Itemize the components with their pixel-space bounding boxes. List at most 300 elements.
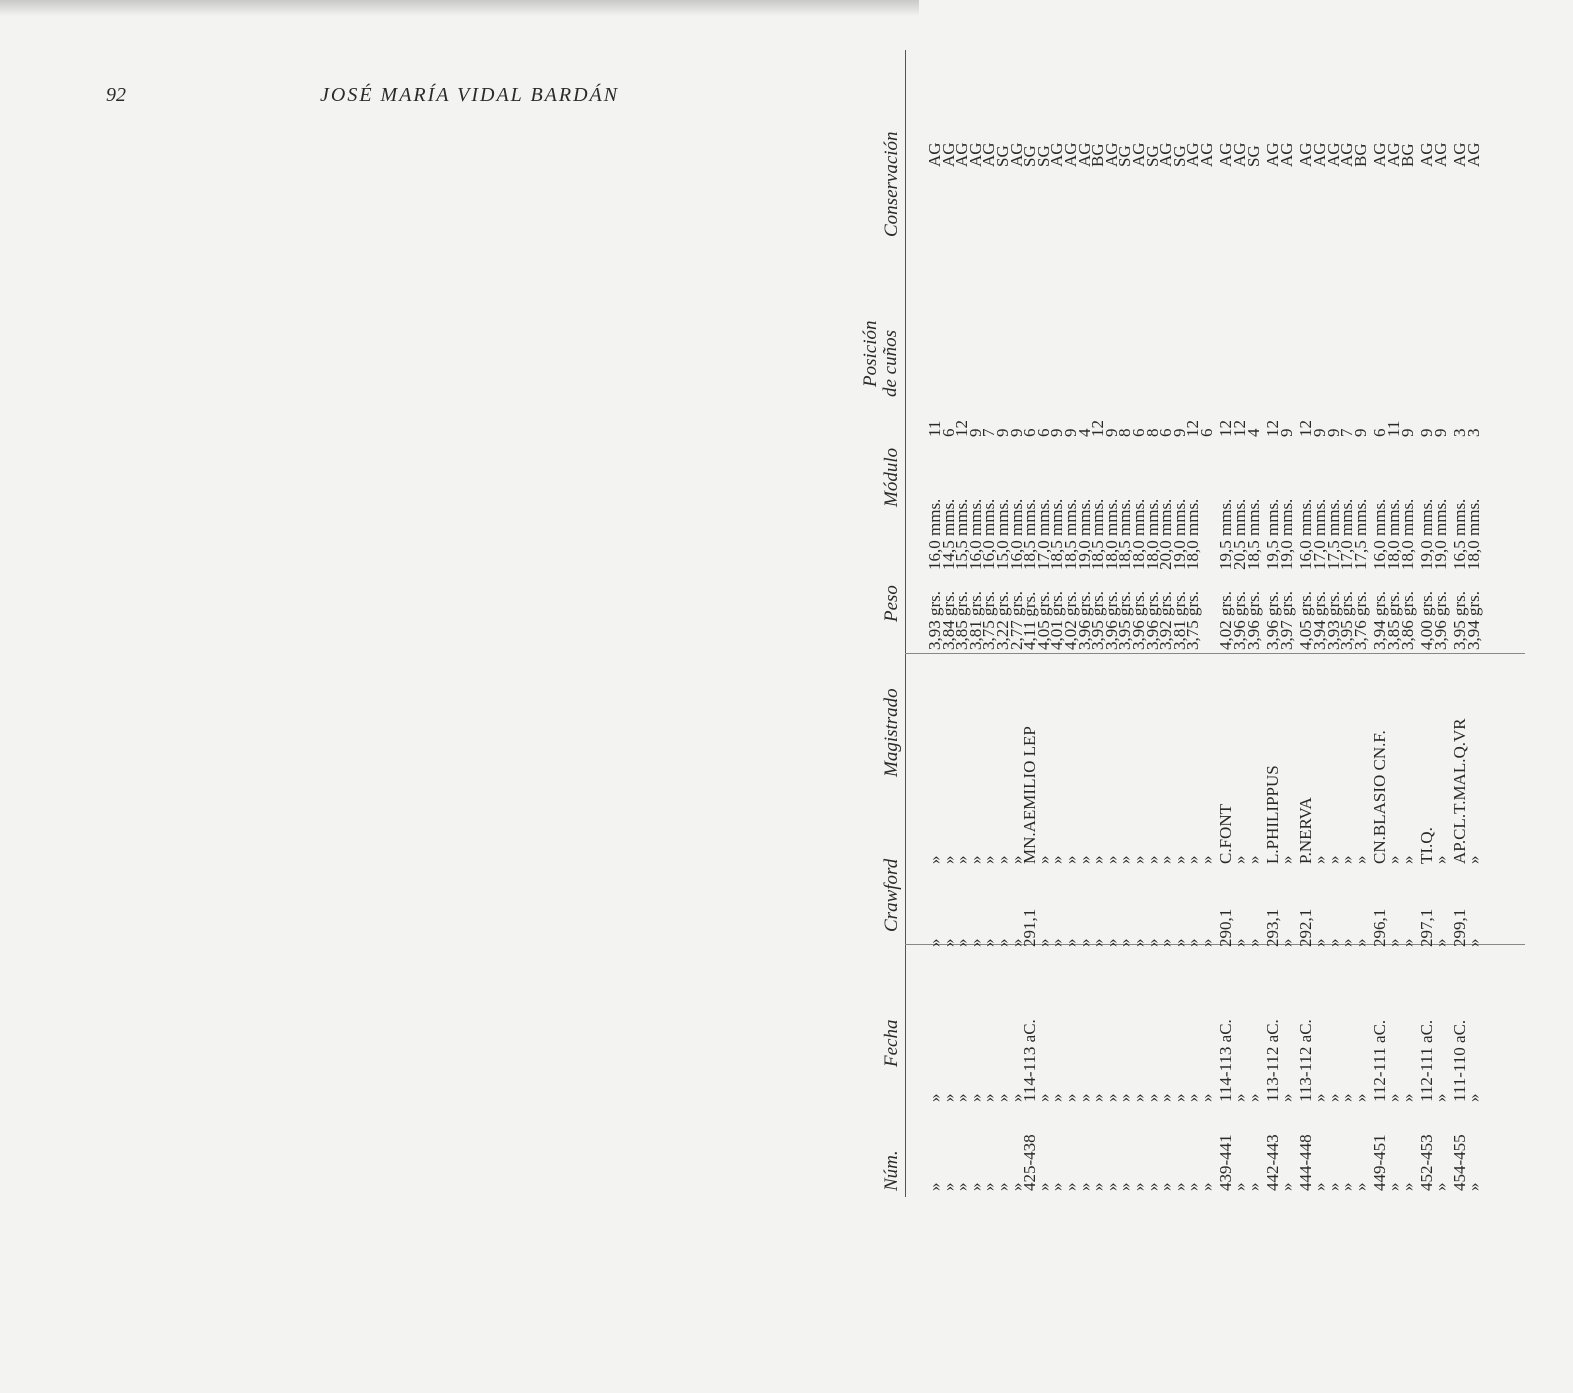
cell-magistrado: » <box>1397 855 1417 864</box>
cell-fecha: » <box>1115 1093 1135 1102</box>
scan-edge <box>0 0 919 16</box>
cell-modulo: 16,0 mms. <box>965 498 985 570</box>
cell-modulo: 18,5 mms. <box>1115 498 1135 570</box>
cell-crawford: » <box>1033 938 1053 947</box>
cell-modulo: 18,5 mms. <box>1088 498 1108 570</box>
cell-num: » <box>1310 1182 1330 1191</box>
cell-fecha: » <box>1350 1093 1370 1102</box>
cell-conservacion: BG <box>1397 143 1417 167</box>
cell-modulo: 16,0 mms. <box>1296 498 1316 570</box>
cell-peso: 3,93 grs. <box>1323 590 1343 650</box>
cell-fecha: » <box>1142 1093 1162 1102</box>
cell-crawford: » <box>1310 938 1330 947</box>
cell-num: » <box>1463 1182 1483 1191</box>
cell-conservacion: AG <box>925 142 944 167</box>
cell-fecha: » <box>965 1093 985 1102</box>
cell-num: » <box>1156 1182 1176 1191</box>
cell-magistrado: » <box>1323 855 1343 864</box>
cell-modulo: 16,5 mms. <box>1450 498 1470 570</box>
cell-peso: 2,77 grs. <box>1006 590 1026 650</box>
cell-crawford: 299,1 <box>1450 908 1470 947</box>
cell-num: » <box>938 1182 958 1191</box>
cell-magistrado: AP.CL.T.MAL.Q.VR <box>1450 718 1470 864</box>
cell-peso: 3,22 grs. <box>992 590 1012 650</box>
table-row <box>1243 50 1263 1197</box>
cell-fecha: » <box>1047 1093 1067 1102</box>
cell-conservacion: AG <box>1263 142 1283 167</box>
cell-conservacion: AG <box>1337 142 1357 167</box>
cell-peso: 3,96 grs. <box>1243 590 1263 650</box>
cell-conservacion: AG <box>1156 142 1176 167</box>
cell-peso: 3,75 grs. <box>979 590 999 650</box>
cell-posicion: 9 <box>1047 428 1067 437</box>
cell-num: » <box>979 1182 999 1191</box>
cell-modulo: 18,5 mms. <box>1060 498 1080 570</box>
cell-modulo: 16,0 mms. <box>1370 498 1390 570</box>
cell-posicion: 12 <box>1216 420 1236 437</box>
cell-conservacion: SG <box>1142 145 1162 167</box>
cell-magistrado: » <box>992 855 1012 864</box>
cell-num: » <box>1142 1182 1162 1191</box>
cell-fecha: » <box>1276 1093 1296 1102</box>
cell-num: 449-451 <box>1370 1134 1390 1191</box>
cell-conservacion: AG <box>1370 142 1390 167</box>
cell-conservacion: AG <box>1450 142 1470 167</box>
cell-crawford: » <box>1243 938 1263 947</box>
cell-peso: 3,95 grs. <box>1450 590 1470 650</box>
cell-peso: 3,93 grs. <box>925 590 944 650</box>
cell-peso: 4,02 grs. <box>1216 590 1236 650</box>
cell-modulo: 20,0 mms. <box>1156 498 1176 570</box>
cell-magistrado: » <box>1156 855 1176 864</box>
cell-posicion: 4 <box>1074 428 1094 437</box>
cell-modulo: 18,0 mms. <box>1101 498 1121 570</box>
cell-magistrado: P.NERVA <box>1296 797 1316 864</box>
cell-modulo: 19,0 mms. <box>1430 498 1450 570</box>
cell-peso: 3,96 grs. <box>1101 590 1121 650</box>
cell-conservacion: AG <box>952 142 972 167</box>
header-posicion-line2: de cuños <box>880 329 901 397</box>
cell-num: » <box>1183 1182 1203 1191</box>
cell-posicion: 6 <box>938 428 958 437</box>
cell-fecha: » <box>952 1093 972 1102</box>
cell-peso: 4,00 grs. <box>1417 590 1437 650</box>
cell-magistrado: » <box>1243 855 1263 864</box>
cell-num: » <box>1430 1182 1450 1191</box>
cell-num: 452-453 <box>1417 1134 1437 1191</box>
cell-modulo: 18,0 mms. <box>1384 498 1403 570</box>
cell-crawford: » <box>1337 938 1357 947</box>
cell-num: » <box>1115 1182 1135 1191</box>
cell-modulo: 18,5 mms. <box>1020 498 1040 570</box>
cell-crawford: » <box>1323 938 1343 947</box>
cell-posicion: 6 <box>1370 428 1390 437</box>
cell-modulo: 14,5 mms. <box>938 498 958 570</box>
cell-magistrado: » <box>938 855 958 864</box>
coin-table <box>843 50 1573 1197</box>
cell-posicion: 9 <box>1350 428 1370 437</box>
cell-magistrado: » <box>1350 855 1370 864</box>
cell-num: » <box>1243 1182 1263 1191</box>
cell-posicion: 6 <box>1020 428 1040 437</box>
cell-peso: 3,96 grs. <box>1074 590 1094 650</box>
cell-conservacion: BG <box>1088 143 1108 167</box>
cell-conservacion: AG <box>1006 142 1026 167</box>
cell-posicion: 6 <box>1128 428 1148 437</box>
cell-conservacion: AG <box>1101 142 1121 167</box>
cell-magistrado: » <box>1276 855 1296 864</box>
cell-modulo: 19,0 mms. <box>1169 498 1189 570</box>
cell-conservacion: SG <box>1033 145 1053 167</box>
cell-magistrado: » <box>1033 855 1053 864</box>
cell-modulo: 17,0 mms. <box>1310 498 1330 570</box>
table-header <box>843 50 905 1197</box>
cell-magistrado: » <box>1128 855 1148 864</box>
header-num: Núm. <box>881 1150 902 1191</box>
cell-num: » <box>1397 1182 1417 1191</box>
cell-crawford: » <box>1006 938 1026 947</box>
cell-fecha: » <box>1323 1093 1343 1102</box>
cell-crawford: » <box>965 938 985 947</box>
cell-crawford: 292,1 <box>1296 908 1316 947</box>
cell-fecha: 114-113 aC. <box>1216 1019 1236 1102</box>
cell-fecha: » <box>1397 1093 1417 1102</box>
cell-fecha: » <box>979 1093 999 1102</box>
cell-fecha: » <box>1074 1093 1094 1102</box>
cell-conservacion: AG <box>1384 142 1403 167</box>
cell-posicion: 9 <box>1101 428 1121 437</box>
cell-modulo: 15,5 mms. <box>952 498 972 570</box>
cell-posicion: 9 <box>1323 428 1343 437</box>
header-rule <box>905 50 906 1197</box>
cell-crawford: » <box>1047 938 1067 947</box>
cell-num: » <box>992 1182 1012 1191</box>
cell-posicion: 12 <box>1296 420 1316 437</box>
cell-fecha: » <box>1060 1093 1080 1102</box>
cell-fecha: » <box>1128 1093 1148 1102</box>
cell-fecha: » <box>1310 1093 1330 1102</box>
table-row <box>1463 50 1483 1197</box>
cell-magistrado: » <box>1337 855 1357 864</box>
cell-modulo: 20,5 mms. <box>1230 498 1250 570</box>
cell-posicion: 7 <box>1337 428 1357 437</box>
cell-magistrado: » <box>1088 855 1108 864</box>
cell-posicion: 6 <box>1033 428 1053 437</box>
cell-fecha: » <box>1384 1093 1403 1102</box>
cell-num: » <box>1169 1182 1189 1191</box>
cell-posicion: 11 <box>1384 420 1403 437</box>
cell-conservacion: AG <box>1310 142 1330 167</box>
cell-crawford: » <box>1074 938 1094 947</box>
cell-posicion: 3 <box>1463 428 1483 437</box>
cell-magistrado: » <box>1183 855 1203 864</box>
header-conservacion: Conservación <box>881 131 902 237</box>
cell-posicion: 12 <box>1230 420 1250 437</box>
cell-fecha: » <box>1243 1093 1263 1102</box>
cell-peso: 3,96 grs. <box>1142 590 1162 650</box>
cell-conservacion: AG <box>1417 142 1437 167</box>
header-modulo: Módulo <box>881 447 902 507</box>
cell-crawford: » <box>1350 938 1370 947</box>
cell-posicion: 6 <box>1156 428 1176 437</box>
table-row <box>1397 50 1417 1197</box>
table-row <box>1183 50 1203 1197</box>
cell-num: » <box>1060 1182 1080 1191</box>
table-row <box>1196 50 1216 1197</box>
cell-num: » <box>1101 1182 1121 1191</box>
cell-num: » <box>925 1182 944 1191</box>
cell-peso: 3,94 grs. <box>1310 590 1330 650</box>
cell-modulo: 18,0 mms. <box>1397 498 1417 570</box>
cell-fecha: » <box>1169 1093 1189 1102</box>
cell-crawford: » <box>1276 938 1296 947</box>
cell-num: 425-438 <box>1020 1134 1040 1191</box>
cell-conservacion: AG <box>1296 142 1316 167</box>
cell-peso: 3,81 grs. <box>965 590 985 650</box>
cell-magistrado: » <box>1047 855 1067 864</box>
cell-crawford: » <box>1156 938 1176 947</box>
cell-magistrado: » <box>1006 855 1026 864</box>
cell-conservacion: AG <box>1276 142 1296 167</box>
cell-conservacion: SG <box>1169 145 1189 167</box>
cell-peso: 4,11 grs. <box>1020 591 1040 650</box>
cell-posicion: 9 <box>965 428 985 437</box>
cell-modulo: 18,5 mms. <box>1243 498 1263 570</box>
cell-crawford: » <box>1230 938 1250 947</box>
cell-posicion: 12 <box>1183 420 1203 437</box>
cell-magistrado: » <box>965 855 985 864</box>
cell-crawford: » <box>1397 938 1417 947</box>
cell-magistrado: MN.AEMILIO LEP <box>1020 726 1040 864</box>
cell-peso: 3,95 grs. <box>1337 590 1357 650</box>
cell-crawford: 293,1 <box>1263 908 1283 947</box>
cell-fecha: » <box>1230 1093 1250 1102</box>
cell-conservacion: AG <box>1230 142 1250 167</box>
cell-num: » <box>1128 1182 1148 1191</box>
cell-num: » <box>1230 1182 1250 1191</box>
cell-peso: 3,95 grs. <box>1088 590 1108 650</box>
cell-magistrado: » <box>1115 855 1135 864</box>
cell-peso: 3,86 grs. <box>1397 590 1417 650</box>
cell-magistrado: » <box>1074 855 1094 864</box>
cell-fecha: » <box>1463 1093 1483 1102</box>
cell-magistrado: » <box>1430 855 1450 864</box>
cell-num: » <box>1047 1182 1067 1191</box>
header-crawford: Crawford <box>881 858 902 932</box>
cell-fecha: » <box>925 1093 944 1102</box>
cell-conservacion: AG <box>938 142 958 167</box>
cell-magistrado: CN.BLASIO CN.F. <box>1370 730 1390 864</box>
cell-num: 439-441 <box>1216 1134 1236 1191</box>
cell-conservacion: AG <box>1047 142 1067 167</box>
cell-magistrado: L.PHILIPPUS <box>1263 765 1283 864</box>
cell-peso: 4,05 grs. <box>1033 590 1053 650</box>
cell-num: » <box>1006 1182 1026 1191</box>
cell-peso: 3,96 grs. <box>1128 590 1148 650</box>
cell-conservacion: AG <box>965 142 985 167</box>
cell-peso: 3,96 grs. <box>1430 590 1450 650</box>
cell-num: » <box>1323 1182 1343 1191</box>
cell-fecha: 112-111 aC. <box>1417 1019 1437 1102</box>
cell-crawford: » <box>1463 938 1483 947</box>
cell-modulo: 17,5 mms. <box>1350 498 1370 570</box>
cell-posicion: 7 <box>979 428 999 437</box>
cell-crawford: 296,1 <box>1370 908 1390 947</box>
cell-posicion: 12 <box>952 420 972 437</box>
table-row <box>1430 50 1450 1197</box>
cell-num: » <box>1088 1182 1108 1191</box>
cell-conservacion: SG <box>1243 145 1263 167</box>
cell-conservacion: AG <box>979 142 999 167</box>
cell-fecha: 114-113 aC. <box>1020 1019 1040 1102</box>
cell-num: » <box>952 1182 972 1191</box>
cell-crawford: » <box>938 938 958 947</box>
cell-magistrado: » <box>1169 855 1189 864</box>
cell-posicion: 8 <box>1115 428 1135 437</box>
cell-modulo: 17,0 mms. <box>1033 498 1053 570</box>
cell-peso: 3,75 grs. <box>1183 590 1203 650</box>
cell-magistrado: » <box>979 855 999 864</box>
cell-conservacion: AG <box>1323 142 1343 167</box>
cell-crawford: » <box>1196 938 1216 947</box>
header-magistrado: Magistrado <box>881 688 902 777</box>
cell-posicion: 9 <box>1310 428 1330 437</box>
cell-fecha: » <box>1033 1093 1053 1102</box>
cell-crawford: » <box>1142 938 1162 947</box>
cell-num: » <box>965 1182 985 1191</box>
cell-fecha: » <box>1430 1093 1450 1102</box>
cell-crawford: » <box>1384 938 1403 947</box>
cell-posicion: 4 <box>1243 428 1263 437</box>
cell-modulo: 16,0 mms. <box>925 498 944 570</box>
cell-peso: 3,96 grs. <box>1230 590 1250 650</box>
cell-conservacion: AG <box>1128 142 1148 167</box>
cell-num: » <box>1196 1182 1216 1191</box>
cell-num: » <box>1337 1182 1357 1191</box>
cell-fecha: » <box>1337 1093 1357 1102</box>
cell-conservacion: AG <box>1074 142 1094 167</box>
cell-posicion: 3 <box>1450 428 1470 437</box>
cell-peso: 3,92 grs. <box>1156 590 1176 650</box>
cell-modulo: 19,5 mms. <box>1263 498 1283 570</box>
cell-peso: 3,95 grs. <box>1115 590 1135 650</box>
cell-crawford: » <box>1183 938 1203 947</box>
cell-conservacion: SG <box>1020 145 1040 167</box>
cell-fecha: » <box>992 1093 1012 1102</box>
cell-peso: 3,94 grs. <box>1463 590 1483 650</box>
cell-posicion: 9 <box>1169 428 1189 437</box>
cell-posicion: 9 <box>1276 428 1296 437</box>
cell-modulo: 18,5 mms. <box>1047 498 1067 570</box>
cell-fecha: » <box>1006 1093 1026 1102</box>
cell-fecha: 111-110 aC. <box>1450 1019 1470 1102</box>
table-body <box>925 50 1483 1197</box>
cell-peso: 3,85 grs. <box>952 590 972 650</box>
cell-num: » <box>1350 1182 1370 1191</box>
cell-modulo: 16,0 mms. <box>979 498 999 570</box>
cell-fecha: » <box>1196 1093 1216 1102</box>
cell-magistrado: » <box>925 855 944 864</box>
cell-num: » <box>1384 1182 1403 1191</box>
cell-modulo: 19,0 mms. <box>1074 498 1094 570</box>
cell-fecha: » <box>1101 1093 1121 1102</box>
cell-num: 454-455 <box>1450 1134 1470 1191</box>
cell-modulo: 18,0 mms. <box>1183 498 1203 570</box>
cell-num: » <box>1276 1182 1296 1191</box>
header-fecha: Fecha <box>881 1019 902 1067</box>
cell-magistrado: » <box>1142 855 1162 864</box>
cell-magistrado: » <box>1384 855 1403 864</box>
cell-peso: 3,84 grs. <box>938 590 958 650</box>
cell-modulo: 18,0 mms. <box>1463 498 1483 570</box>
cell-num: » <box>1074 1182 1094 1191</box>
cell-crawford: 291,1 <box>1020 908 1040 947</box>
cell-num: » <box>1033 1182 1053 1191</box>
cell-modulo: 19,0 mms. <box>1417 498 1437 570</box>
cell-fecha: » <box>938 1093 958 1102</box>
cell-posicion: 9 <box>1060 428 1080 437</box>
cell-magistrado: » <box>1310 855 1330 864</box>
cell-peso: 4,02 grs. <box>1060 590 1080 650</box>
cell-posicion: 9 <box>1430 428 1450 437</box>
cell-modulo: 17,0 mms. <box>1337 498 1357 570</box>
cell-conservacion: AG <box>1060 142 1080 167</box>
cell-crawford: » <box>925 938 944 947</box>
page-number: 92 <box>106 84 126 106</box>
cell-magistrado: » <box>1230 855 1250 864</box>
cell-crawford: » <box>1128 938 1148 947</box>
cell-peso: 3,81 grs. <box>1169 590 1189 650</box>
cell-posicion: 8 <box>1142 428 1162 437</box>
header-posicion-line1: Posición <box>860 320 881 387</box>
cell-conservacion: BG <box>1350 143 1370 167</box>
cell-peso: 3,76 grs. <box>1350 590 1370 650</box>
cell-conservacion: AG <box>1183 142 1203 167</box>
cell-modulo: 19,5 mms. <box>1216 498 1236 570</box>
cell-fecha: » <box>1088 1093 1108 1102</box>
header-posicion <box>861 321 901 398</box>
cell-crawford: » <box>992 938 1012 947</box>
cell-magistrado: » <box>1196 855 1216 864</box>
cell-num: 444-448 <box>1296 1134 1316 1191</box>
cell-modulo: 18,0 mms. <box>1128 498 1148 570</box>
cell-conservacion: AG <box>1430 142 1450 167</box>
cell-crawford: » <box>1169 938 1189 947</box>
cell-posicion: 12 <box>1088 420 1108 437</box>
cell-posicion: 9 <box>1397 428 1417 437</box>
cell-magistrado: » <box>1101 855 1121 864</box>
cell-posicion: 12 <box>1263 420 1283 437</box>
cell-conservacion: AG <box>1196 142 1216 167</box>
cell-fecha: 113-112 aC. <box>1296 1019 1316 1102</box>
cell-peso: 3,85 grs. <box>1384 590 1403 650</box>
cell-crawford: » <box>1101 938 1121 947</box>
cell-conservacion: AG <box>1463 142 1483 167</box>
cell-magistrado: TI.Q. <box>1417 827 1437 864</box>
cell-posicion: 9 <box>1417 428 1437 437</box>
cell-fecha: » <box>1156 1093 1176 1102</box>
cell-posicion: 6 <box>1196 428 1216 437</box>
cell-conservacion: SG <box>992 145 1012 167</box>
cell-modulo: 19,0 mms. <box>1276 498 1296 570</box>
cell-peso: 4,01 grs. <box>1047 590 1067 650</box>
cell-crawford: » <box>952 938 972 947</box>
table-row <box>1276 50 1296 1197</box>
cell-crawford: » <box>1088 938 1108 947</box>
cell-magistrado: » <box>1060 855 1080 864</box>
cell-peso: 3,94 grs. <box>1370 590 1390 650</box>
cell-posicion: 9 <box>1006 428 1026 437</box>
